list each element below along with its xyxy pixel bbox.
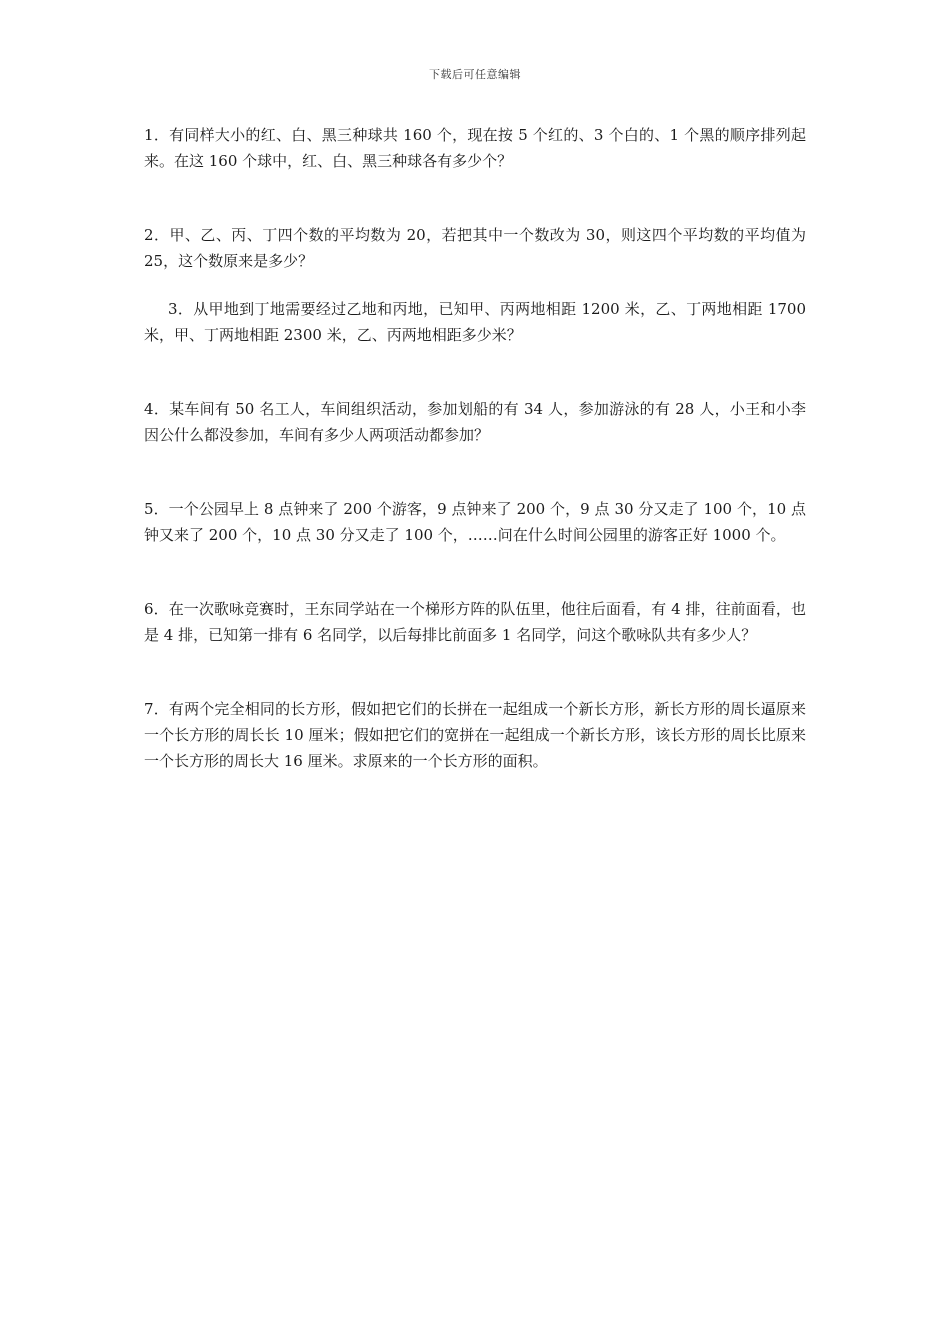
- problem-3: 3．从甲地到丁地需要经过乙地和丙地，已知甲、丙两地相距 1200 米，乙、丁两地相距 1700 米，甲、丁两地相距 2300 米，乙、丙两地相距多少米？: [144, 300, 806, 344]
- problem-4: 4．某车间有 50 名工人，车间组织活动，参加划船的有 34 人，参加游泳的有 28 人，小王和小李因公什么都没参加，车间有多少人两项活动都参加？: [144, 400, 806, 444]
- problem-6: 6．在一次歌咏竞赛时，王东同学站在一个梯形方阵的队伍里，他往后面看，有 4 排，往前面看，也是 4 排，已知第一排有 6 名同学，以后每排比前面多 1 名同学，问这个歌咏队共有多少人？: [144, 600, 806, 644]
- problem-5: 5．一个公园早上 8 点钟来了 200 个游客，9 点钟来了 200 个，9 点 30 分又走了 100 个，10 点钟又来了 200 个，10 点 30 分又走了 100 个，……问在什么时间公园里的游客正好 1000 个。: [144, 500, 806, 544]
- problem-1: 1．有同样大小的红、白、黑三种球共 160 个，现在按 5 个红的、3 个白的、1 个黑的顺序排列起来。在这 160 个球中，红、白、黑三种球各有多少个？: [144, 126, 806, 170]
- page-header: 下载后可任意编辑: [429, 68, 521, 81]
- problem-list: [144, 122, 806, 774]
- problem-2: 2．甲、乙、丙、丁四个数的平均数为 20，若把其中一个数改为 30，则这四个平均数的平均值为 25，这个数原来是多少？: [144, 226, 806, 270]
- problem-7: 7．有两个完全相同的长方形，假如把它们的长拼在一起组成一个新长方形，新长方形的周长逼原来一个长方形的周长长 10 厘米；假如把它们的宽拼在一起组成一个新长方形，该长方形的周长比原来一个长方形的周长大 16 厘米。求原来的一个长方形的面积。: [144, 700, 806, 770]
